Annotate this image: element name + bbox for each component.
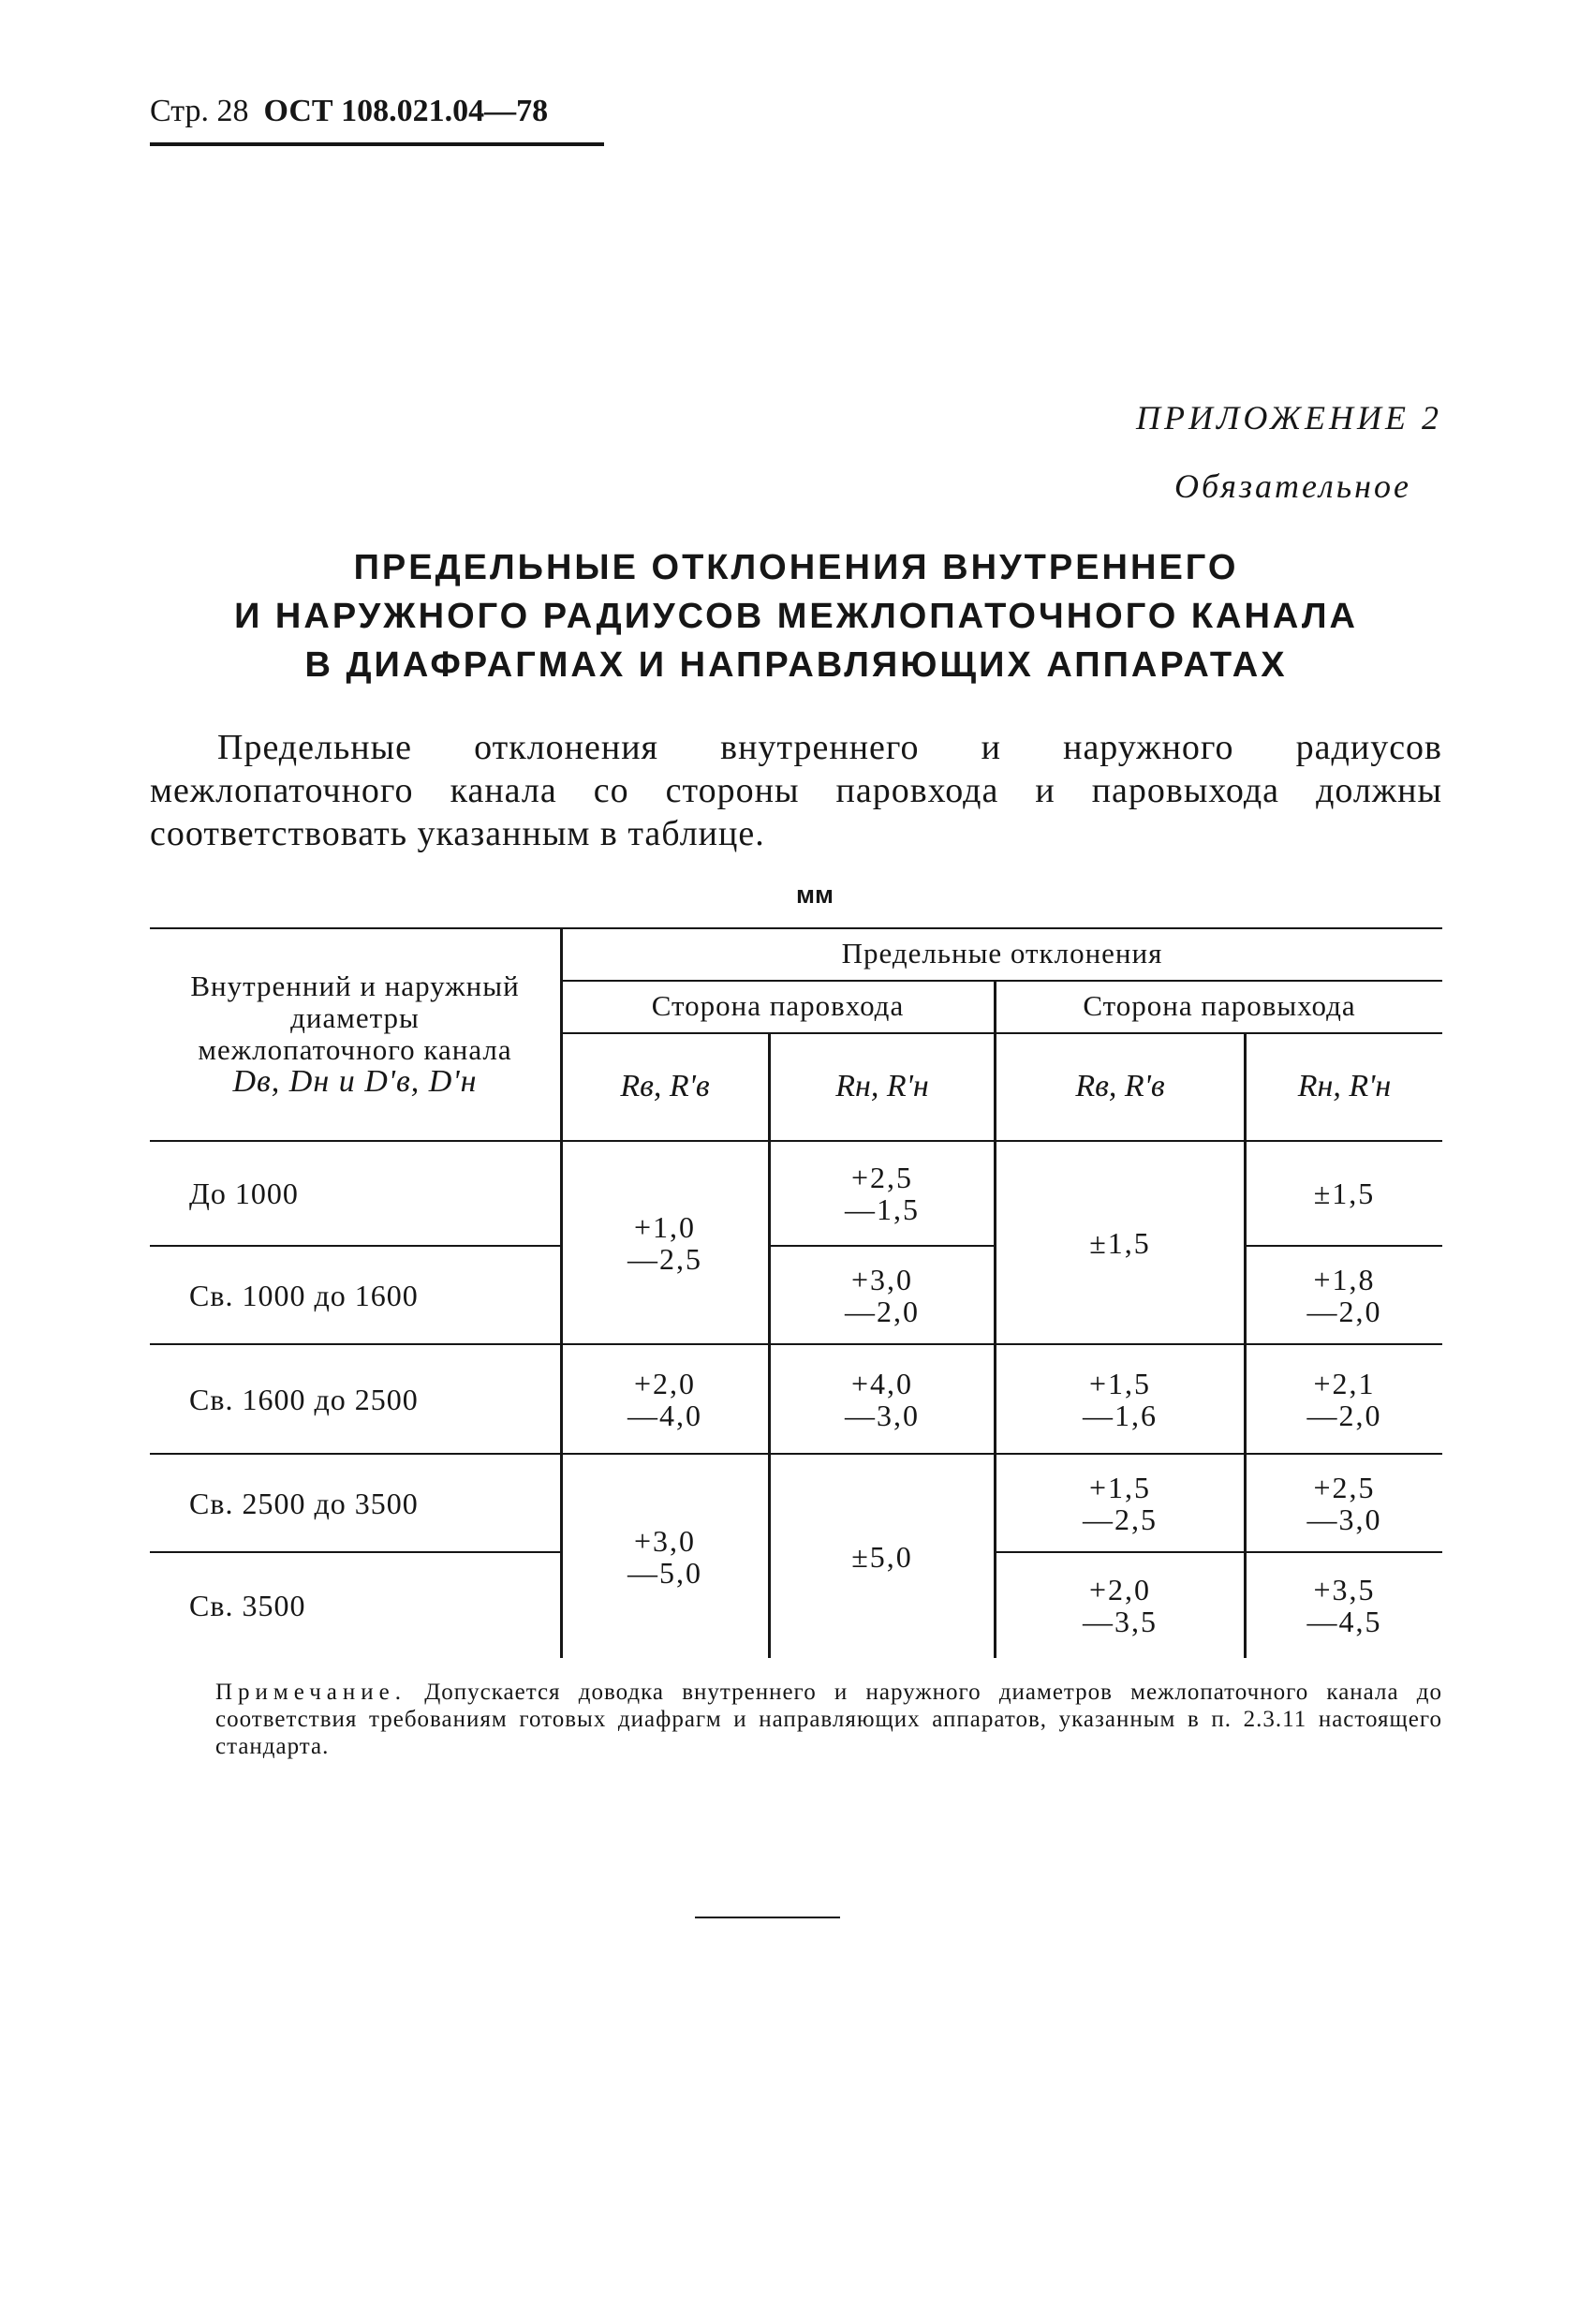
cell-upper-value: +1,0 (633, 1209, 697, 1244)
col-diameter-header-line-1: Внутренний и наружный (190, 969, 520, 1002)
cell-inlet-rn-row-2 (771, 1247, 994, 1343)
cell-outlet-rn-row-3 (1247, 1345, 1442, 1453)
document-title (150, 543, 1442, 689)
cell-value: ±5,0 (851, 1539, 913, 1574)
cell-lower-value: —2,0 (1306, 1294, 1382, 1328)
cell-inlet-rn-row-3 (771, 1345, 994, 1453)
col-diameter-header-symbols: Dв, Dн и D'в, D'н (232, 1063, 478, 1099)
closing-rule (695, 1917, 840, 1918)
cell-value: ±1,5 (1313, 1177, 1376, 1210)
cell-outlet-rn-row-1 (1247, 1142, 1442, 1245)
cell-lower-value: —5,0 (627, 1555, 702, 1590)
cell-lower-value: —1,6 (1083, 1398, 1158, 1432)
cell-lower-value: —4,5 (1306, 1605, 1382, 1638)
cell-upper-value: +2,0 (633, 1366, 697, 1400)
page-header (150, 94, 548, 129)
cell-upper-value: +1,5 (1088, 1470, 1152, 1504)
cell-lower-value: —1,5 (845, 1192, 920, 1226)
row-label-1: До 1000 (189, 1177, 299, 1210)
title-line-1: ПРЕДЕЛЬНЫЕ ОТКЛОНЕНИЯ ВНУТРЕННЕГО (353, 548, 1239, 587)
cell-upper-value: +4,0 (850, 1366, 914, 1400)
cell-lower-value: —3,0 (845, 1398, 920, 1432)
outlet-side-header: Сторона паровыхода (1083, 989, 1356, 1022)
cell-upper-value: +1,8 (1313, 1262, 1376, 1296)
note-label: Примечание. (215, 1680, 407, 1705)
cell-outlet-rv-row-5 (996, 1553, 1244, 1658)
row-label-2: Св. 1000 до 1600 (189, 1278, 419, 1312)
cell-upper-value: +2,5 (1313, 1470, 1376, 1504)
subheader-outlet-rv: Rв, R'в (1075, 1068, 1165, 1103)
cell-upper-value: +1,5 (1088, 1366, 1152, 1400)
cell-outlet-rn-row-2 (1247, 1247, 1442, 1343)
header-rule (150, 142, 604, 146)
cell-upper-value: +2,5 (850, 1161, 914, 1194)
cell-upper-value: +3,0 (633, 1523, 697, 1558)
cell-upper-value: +2,0 (1088, 1573, 1152, 1606)
subheader-inlet-rn: Rн, R'н (835, 1068, 929, 1103)
cell-value: ±1,5 (1089, 1225, 1151, 1260)
standard-number: ОСТ 108.021.04—78 (263, 94, 549, 128)
col-diameter-header-line-3: межлопаточного канала (198, 1032, 512, 1066)
page-number: Стр. 28 (150, 94, 249, 128)
cell-lower-value: —2,0 (845, 1294, 920, 1328)
inlet-side-header: Сторона паровхода (651, 989, 905, 1022)
cell-inlet-rv-rows-1-2 (562, 1142, 768, 1343)
tolerance-table (150, 927, 1442, 1658)
title-line-2: И НАРУЖНОГО РАДИУСОВ МЕЖЛОПАТОЧНОГО КАНАЛА (234, 597, 1358, 636)
table-note (215, 1679, 1442, 1760)
cell-lower-value: —2,5 (1083, 1502, 1158, 1536)
cell-outlet-rn-row-4 (1247, 1455, 1442, 1551)
title-line-3: В ДИАФРАГМАХ И НАПРАВЛЯЮЩИХ АППАРАТАХ (304, 645, 1288, 685)
cell-lower-value: —2,0 (1306, 1398, 1382, 1432)
group-header: Предельные отклонения (841, 937, 1163, 970)
appendix-label: ПРИЛОЖЕНИЕ 2 (1136, 399, 1442, 437)
cell-outlet-rv-rows-1-2 (996, 1142, 1244, 1343)
cell-lower-value: —3,0 (1306, 1502, 1382, 1536)
intro-paragraph: Предельные отклонения внутреннего и наружного радиусов межлопаточного канала со стороны паровхода и паровыхода должны соответствовать указанным в таблице. (150, 728, 1442, 853)
cell-lower-value: —2,5 (627, 1241, 702, 1276)
unit-label: мм (796, 881, 834, 909)
row-label-4: Св. 2500 до 3500 (189, 1486, 419, 1520)
cell-outlet-rv-row-3 (996, 1345, 1244, 1453)
cell-inlet-rv-rows-4-5 (562, 1455, 768, 1658)
cell-lower-value: —3,5 (1083, 1605, 1158, 1638)
note-text: Допускается доводка внутреннего и наружного диаметров межлопаточного канала до соответствия требованиям готовых диафрагм и направляющих аппаратов, указанным в п. 2.3.11 настоящего стандарта. (215, 1680, 1442, 1759)
cell-inlet-rn-rows-4-5 (771, 1455, 994, 1658)
cell-lower-value: —4,0 (627, 1398, 702, 1432)
cell-outlet-rn-row-5 (1247, 1553, 1442, 1658)
subheader-outlet-rn: Rн, R'н (1297, 1068, 1392, 1103)
col-diameter-header (150, 927, 560, 1140)
row-label-3: Св. 1600 до 2500 (189, 1382, 419, 1416)
cell-inlet-rv-row-3 (562, 1345, 768, 1453)
cell-upper-value: +2,1 (1313, 1366, 1376, 1400)
col-diameter-header-line-2: диаметры (290, 1000, 420, 1034)
row-label-5: Св. 3500 (189, 1589, 306, 1622)
appendix-status: Обязательное (1174, 467, 1411, 505)
cell-upper-value: +3,5 (1313, 1573, 1376, 1606)
cell-upper-value: +3,0 (850, 1262, 914, 1296)
cell-outlet-rv-row-4 (996, 1455, 1244, 1551)
subheader-inlet-rv: Rв, R'в (620, 1068, 710, 1103)
cell-inlet-rn-row-1 (771, 1142, 994, 1245)
